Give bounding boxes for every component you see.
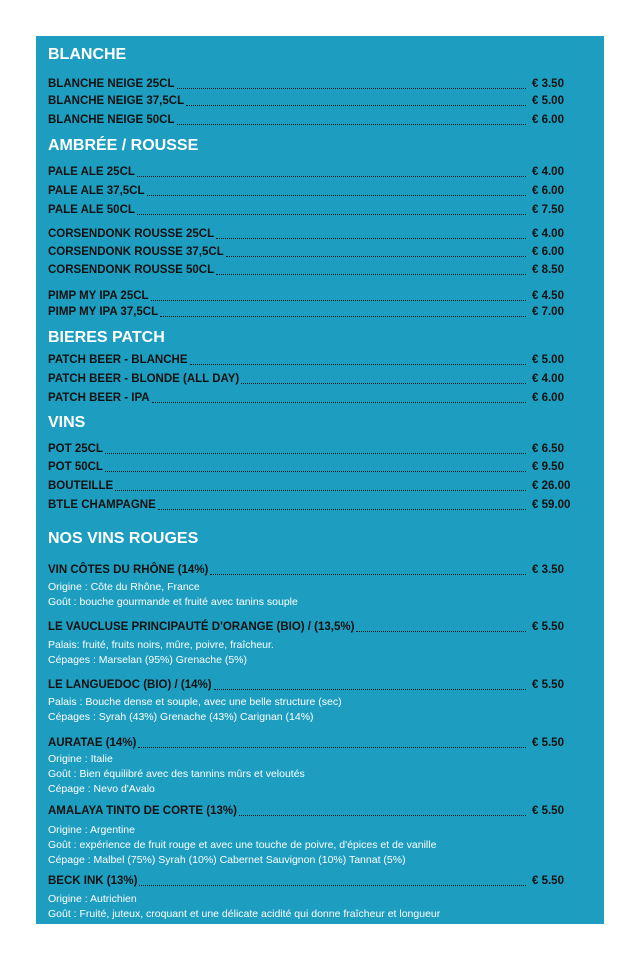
menu-item-price: € 4.00 bbox=[532, 228, 564, 240]
menu-item bbox=[48, 95, 528, 108]
menu-item-name: CORSENDONK ROUSSE 37,5CL bbox=[48, 246, 224, 258]
menu-item-name: BLANCHE NEIGE 37,5CL bbox=[48, 95, 185, 107]
menu-item-name: PATCH BEER - BLANCHE bbox=[48, 354, 188, 366]
menu-item bbox=[48, 354, 528, 367]
menu-item-detail: Palais: fruité, fruits noirs, mûre, poivre, fraîcheur. bbox=[48, 639, 274, 651]
dot-leader bbox=[152, 401, 526, 403]
menu-item-price: € 6.00 bbox=[532, 114, 564, 126]
dot-leader bbox=[190, 363, 527, 365]
dot-leader bbox=[210, 573, 526, 575]
menu-item bbox=[48, 737, 528, 750]
menu-item bbox=[48, 461, 528, 474]
menu-item-detail: Goût : bouche gourmande et fruité avec tanins souple bbox=[48, 596, 298, 608]
menu-item-name: PATCH BEER - IPA bbox=[48, 392, 150, 404]
menu-item-price: € 5.50 bbox=[532, 621, 564, 633]
menu-item-detail: Goût : Bien équilibré avec des tannins mûrs et veloutés bbox=[48, 768, 305, 780]
dot-leader bbox=[139, 884, 526, 886]
dot-leader bbox=[160, 315, 526, 317]
menu-item-price: € 9.50 bbox=[532, 461, 564, 473]
menu-item-detail: Goût : Fruité, juteux, croquant et une délicate acidité qui donne fraîcheur et longueur bbox=[48, 908, 441, 920]
menu-item-name: POT 25CL bbox=[48, 443, 103, 455]
dot-leader bbox=[158, 508, 526, 510]
dot-leader bbox=[105, 470, 526, 472]
menu-item bbox=[48, 204, 528, 217]
menu-item-detail: Origine : Autrichien bbox=[48, 893, 137, 905]
menu-item-name: BLANCHE NEIGE 50CL bbox=[48, 114, 175, 126]
dot-leader bbox=[137, 213, 526, 215]
menu-item-name: LE VAUCLUSE PRINCIPAUTÉ D'ORANGE (BIO) / (13,5%) bbox=[48, 621, 355, 633]
menu-item-detail: Origine : Côte du Rhône, France bbox=[48, 581, 200, 593]
menu-item bbox=[48, 114, 528, 127]
menu-item-detail: Origine : Argentine bbox=[48, 824, 135, 836]
menu-item-name: PIMP MY IPA 37,5CL bbox=[48, 306, 159, 318]
menu-item-price: € 6.00 bbox=[532, 392, 564, 404]
menu-item bbox=[48, 166, 528, 179]
menu-item-name: PALE ALE 50CL bbox=[48, 204, 135, 216]
menu-item-name: VIN CÔTES DU RHÔNE (14%) bbox=[48, 564, 209, 576]
menu-item-name: PATCH BEER - BLONDE (ALL DAY) bbox=[48, 373, 240, 385]
dot-leader bbox=[147, 194, 527, 196]
dot-leader bbox=[115, 489, 526, 491]
menu-item-price: € 3.50 bbox=[532, 78, 564, 90]
menu-item bbox=[48, 373, 528, 386]
menu-item-detail: Goût : expérience de fruit rouge et avec une touche de poivre, d'épices et de vanille bbox=[48, 839, 437, 851]
dot-leader bbox=[137, 175, 526, 177]
menu-item bbox=[48, 443, 528, 456]
dot-leader bbox=[239, 814, 526, 816]
menu-item-price: € 3.50 bbox=[532, 564, 564, 576]
menu-item-name: PIMP MY IPA 25CL bbox=[48, 290, 149, 302]
menu-item bbox=[48, 228, 528, 241]
menu-item-price: € 7.00 bbox=[532, 306, 564, 318]
menu-item-detail: Cépages : Syrah (43%) Grenache (43%) Carignan (14%) bbox=[48, 711, 314, 723]
menu-item-price: € 8.50 bbox=[532, 264, 564, 276]
menu-item-name: AURATAE (14%) bbox=[48, 737, 137, 749]
menu-item-detail: Palais : Bouche dense et souple, avec une belle structure (sec) bbox=[48, 696, 342, 708]
dot-leader bbox=[216, 273, 526, 275]
menu-item bbox=[48, 264, 528, 277]
section-title-nos-vins-rouges: NOS VINS ROUGES bbox=[48, 530, 199, 547]
dot-leader bbox=[214, 688, 526, 690]
menu-item-price: € 4.00 bbox=[532, 166, 564, 178]
menu-item-name: BECK INK (13%) bbox=[48, 875, 138, 887]
dot-leader bbox=[105, 452, 526, 454]
menu-item-price: € 59.00 bbox=[532, 499, 571, 511]
dot-leader bbox=[177, 87, 526, 89]
section-title-blanche: BLANCHE bbox=[48, 46, 127, 63]
menu-item-price: € 26.00 bbox=[532, 480, 571, 492]
menu-item bbox=[48, 679, 528, 692]
section-title-vins: VINS bbox=[48, 414, 86, 431]
dot-leader bbox=[226, 255, 526, 257]
menu-item-name: AMALAYA TINTO DE CORTE (13%) bbox=[48, 805, 237, 817]
menu-item-price: € 5.50 bbox=[532, 737, 564, 749]
menu-item-name: PALE ALE 25CL bbox=[48, 166, 135, 178]
menu-item bbox=[48, 499, 528, 512]
dot-leader bbox=[186, 104, 526, 106]
menu-item bbox=[48, 564, 528, 577]
menu-item-price: € 6.00 bbox=[532, 185, 564, 197]
menu-item bbox=[48, 875, 528, 888]
menu-item-price: € 5.50 bbox=[532, 805, 564, 817]
menu-item-name: BLANCHE NEIGE 25CL bbox=[48, 78, 175, 90]
menu-item-price: € 7.50 bbox=[532, 204, 564, 216]
menu-item bbox=[48, 185, 528, 198]
menu-item bbox=[48, 306, 528, 319]
menu-item bbox=[48, 246, 528, 259]
menu-item-detail: Cépages : Marselan (95%) Grenache (5%) bbox=[48, 654, 248, 666]
menu-item bbox=[48, 392, 528, 405]
menu-item-price: € 6.50 bbox=[532, 443, 564, 455]
dot-leader bbox=[356, 630, 526, 632]
menu-item-name: BOUTEILLE bbox=[48, 480, 114, 492]
menu-item-name: BTLE CHAMPAGNE bbox=[48, 499, 156, 511]
menu-item-price: € 5.00 bbox=[532, 95, 564, 107]
menu-item-price: € 4.50 bbox=[532, 290, 564, 302]
menu-item-price: € 5.00 bbox=[532, 354, 564, 366]
menu-item-price: € 5.50 bbox=[532, 875, 564, 887]
menu-item-name: CORSENDONK ROUSSE 25CL bbox=[48, 228, 215, 240]
menu-item-name: LE LANGUEDOC (BIO) / (14%) bbox=[48, 679, 212, 691]
menu-item-detail: Cépage : Nevo d'Avalo bbox=[48, 783, 155, 795]
menu-item-price: € 4.00 bbox=[532, 373, 564, 385]
menu-item bbox=[48, 480, 528, 493]
menu-item bbox=[48, 621, 528, 634]
menu-item bbox=[48, 78, 528, 91]
dot-leader bbox=[138, 746, 526, 748]
menu-item bbox=[48, 290, 528, 303]
section-title-bieres-patch: BIERES PATCH bbox=[48, 329, 165, 346]
menu-item-detail: Origine : Italie bbox=[48, 753, 113, 765]
menu-item-name: CORSENDONK ROUSSE 50CL bbox=[48, 264, 215, 276]
dot-leader bbox=[216, 237, 526, 239]
menu-item bbox=[48, 805, 528, 818]
menu-item-price: € 5.50 bbox=[532, 679, 564, 691]
dot-leader bbox=[177, 123, 526, 125]
menu-item-name: PALE ALE 37,5CL bbox=[48, 185, 145, 197]
dot-leader bbox=[241, 382, 526, 384]
menu-item-price: € 6.00 bbox=[532, 246, 564, 258]
menu-item-detail: Cépage : Malbel (75%) Syrah (10%) Cabernet Sauvignon (10%) Tannat (5%) bbox=[48, 854, 406, 866]
menu-item-name: POT 50CL bbox=[48, 461, 103, 473]
section-title-ambree-rousse: AMBRÉE / ROUSSE bbox=[48, 137, 199, 154]
dot-leader bbox=[151, 299, 526, 301]
